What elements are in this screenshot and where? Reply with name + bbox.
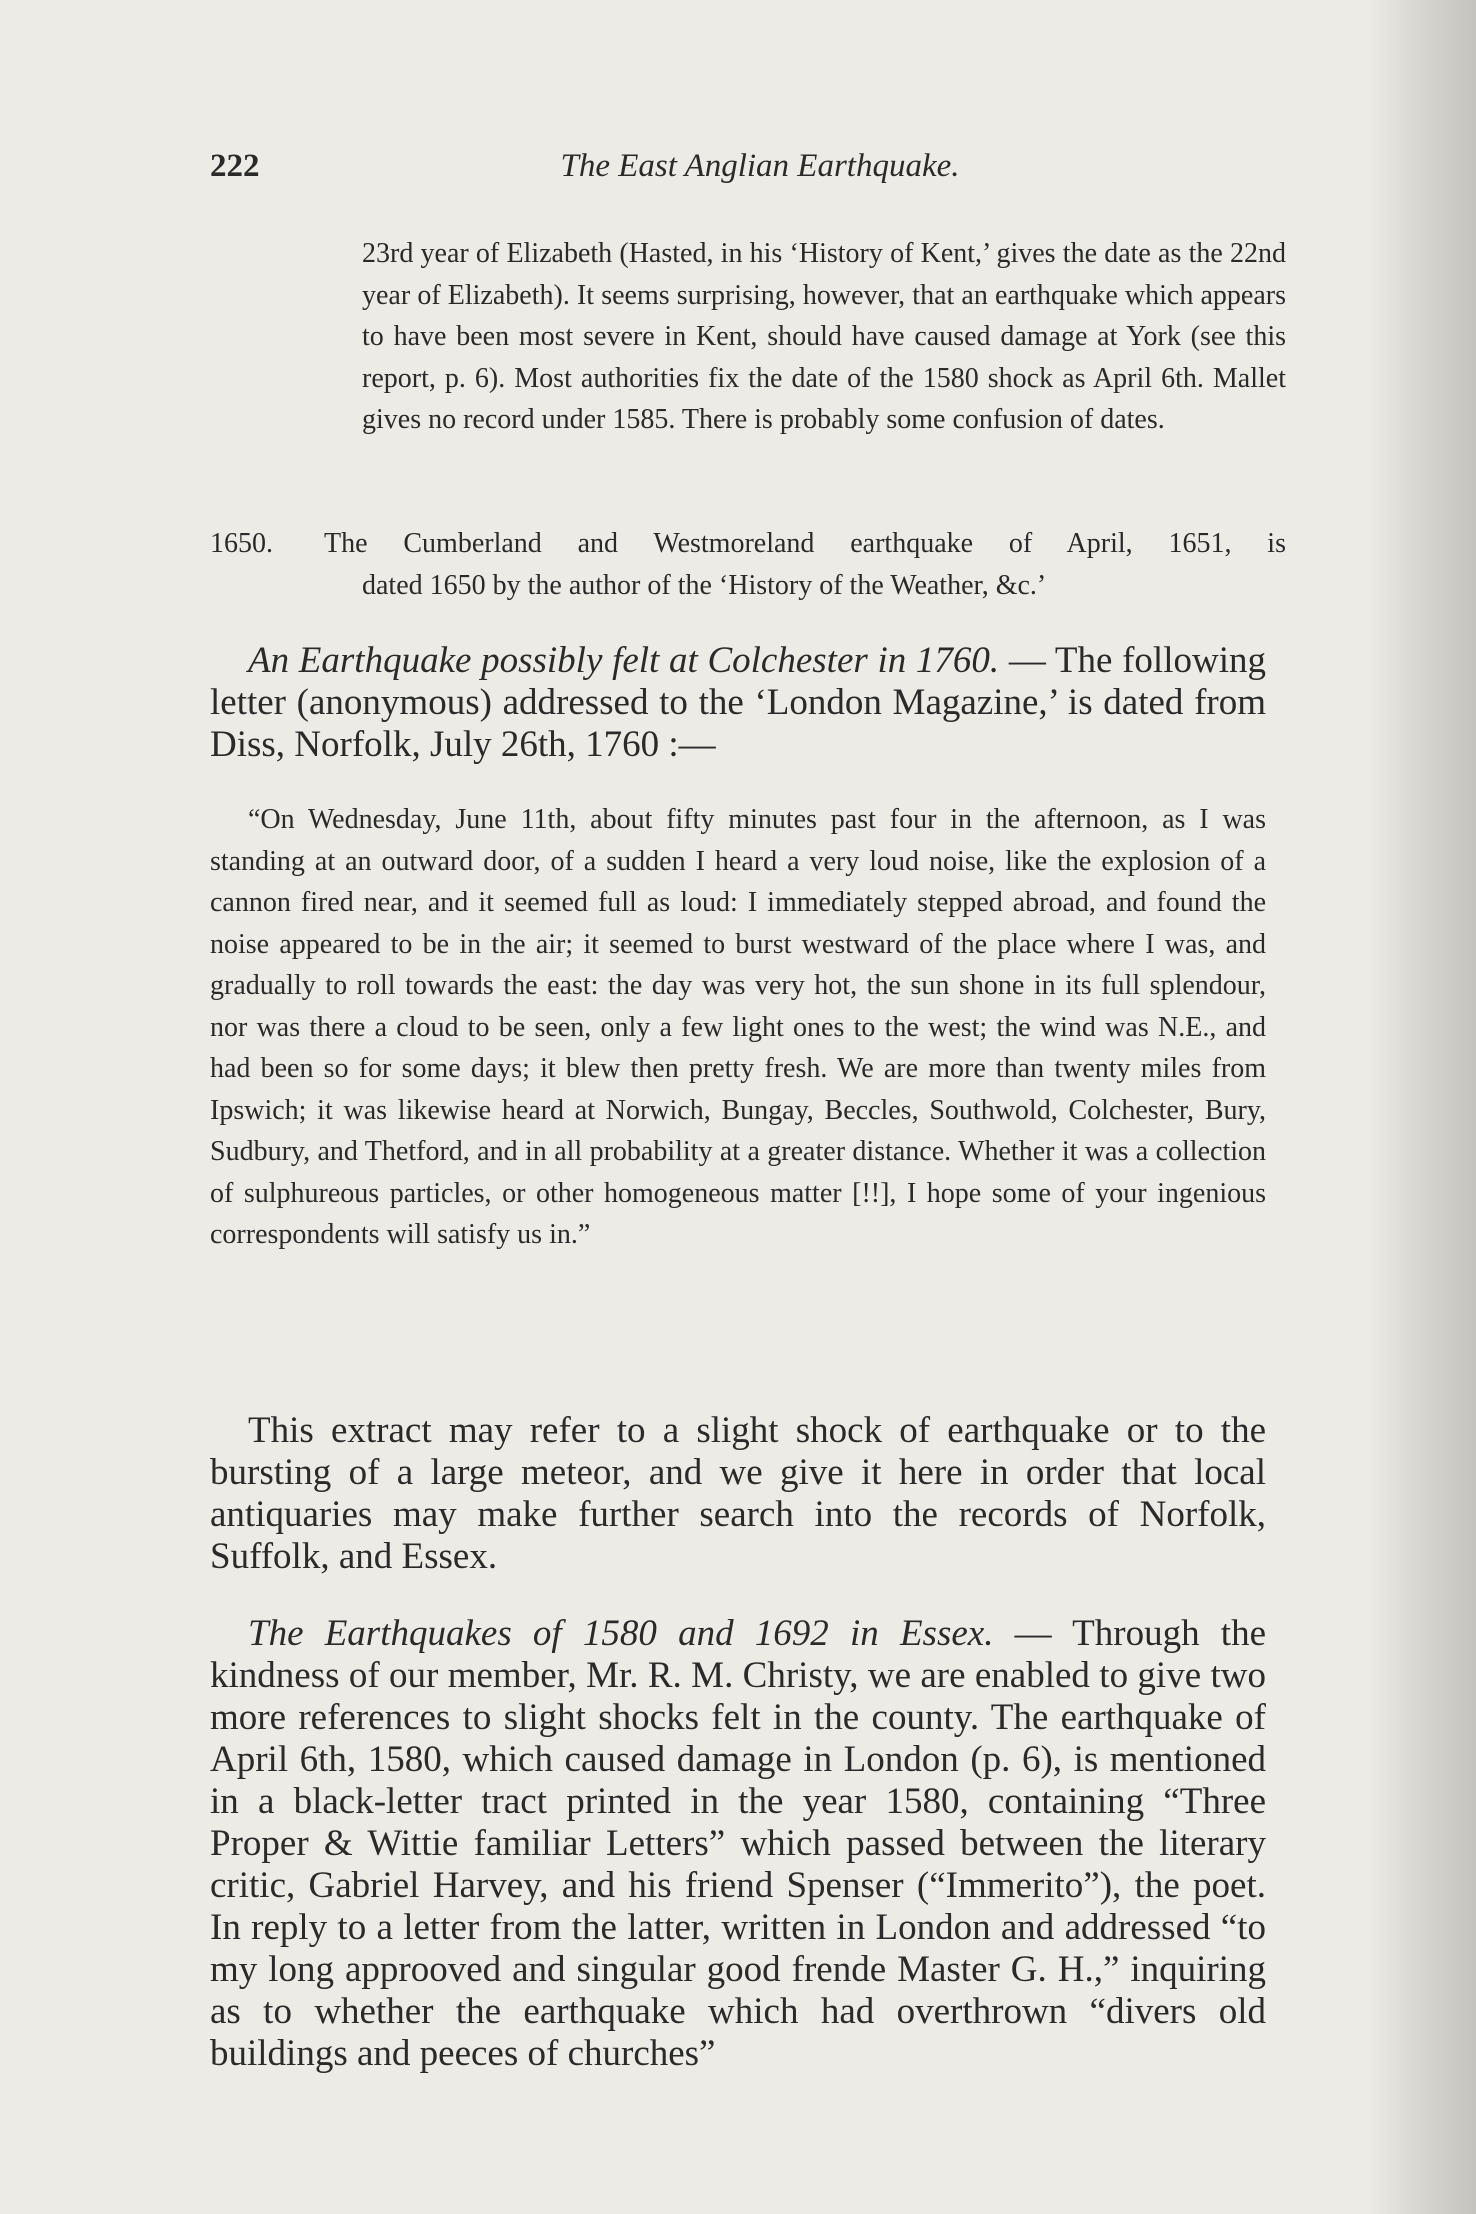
letter-quotation — [210, 799, 1266, 1256]
colchester-heading: An Earthquake possibly felt at Colchester in 1760. — [248, 640, 1000, 681]
page-number: 222 — [210, 148, 260, 184]
continuation-text: 23rd year of Elizabeth (Hasted, in his ‘History of Kent,’ gives the date as the 22nd year of Elizabeth). It seems surprising, however, that an earthquake which appears to have been most severe in Kent, should have caused damage at York (see this report, p. 6). Most authorities fix the date of the 1580 shock as April 6th. Mallet gives no record under 1585. There is probably some confusion of dates. — [362, 238, 1286, 435]
entry-1650-rest: dated 1650 by the author of the ‘History of the Weather, &c.’ — [362, 569, 1047, 601]
continuation-paragraph — [210, 233, 1286, 441]
entry-1650-first-line: The Cumberland and Westmoreland earthquake of April, 1651, is — [324, 528, 1286, 559]
colchester-paragraph — [210, 640, 1266, 766]
essex-heading: The Earthquakes of 1580 and 1692 in Essex. — [248, 1613, 994, 1654]
colchester-intro: — The following letter (anonymous) addressed to the ‘London Magazine,’ is dated from Diss, Norfolk, July 26th, 1760 :— — [210, 640, 1266, 765]
essex-body: — Through the kindness of our member, Mr. R. M. Christy, we are enabled to give two more references to slight shocks felt in the county. The earthquake of April 6th, 1580, which caused damage in London (p. 6), is mentioned in a black-letter tract printed in the year 1580, containing “Three Proper & Wittie familiar Letters” which passed between the literary critic, Gabriel Harvey, and his friend Spenser (“Immerito”), the poet. In reply to a letter from the latter, written in London and addressed “to my long approoved and singular good frende Master G. H.,” inquiring as to whether the earthquake which had overthrown “divers old buildings and peeces of churches” — [210, 1613, 1266, 2074]
entry-1650-year: 1650. — [210, 528, 273, 559]
running-title: The East Anglian Earthquake. — [560, 148, 960, 184]
entry-1650-first-row — [210, 523, 1286, 565]
colchester-section — [210, 640, 1266, 766]
essex-paragraph — [210, 1613, 1266, 2075]
extract-note — [210, 1410, 1266, 1578]
letter-text: “On Wednesday, June 11th, about fifty minutes past four in the afternoon, as I was standing at an outward door, of a sudden I heard a very loud noise, like the explosion of a cannon fired near, and it seemed full as loud: I immediately stepped abroad, and found the noise appeared to be in the air; it seemed to burst westward of the place where I was, and gradually to roll towards the east: the day was very hot, the sun shone in its full splendour, nor was there a cloud to be seen, only a few light ones to the west; the wind was N.E., and had been so for some days; it blew then pretty fresh. We are more than twenty miles from Ipswich; it was likewise heard at Norwich, Bungay, Beccles, Southwold, Colchester, Bury, Sudbury, and Thetford, and in all probability at a greater distance. Whether it was a collection of sulphureous particles, or other homogeneous matter [!!], I hope some of your ingenious correspondents will satisfy us in.” — [210, 804, 1266, 1250]
entry-1650 — [210, 523, 1286, 606]
extract-note-text: This extract may refer to a slight shock of earthquake or to the bursting of a large meteor, and we give it here in order that local antiquaries may make further search into the records of Norfolk, Suffolk, and Essex. — [210, 1410, 1266, 1577]
page-edge-shadow — [1366, 0, 1476, 2214]
essex-section — [210, 1613, 1266, 2075]
page-header — [210, 148, 1250, 198]
